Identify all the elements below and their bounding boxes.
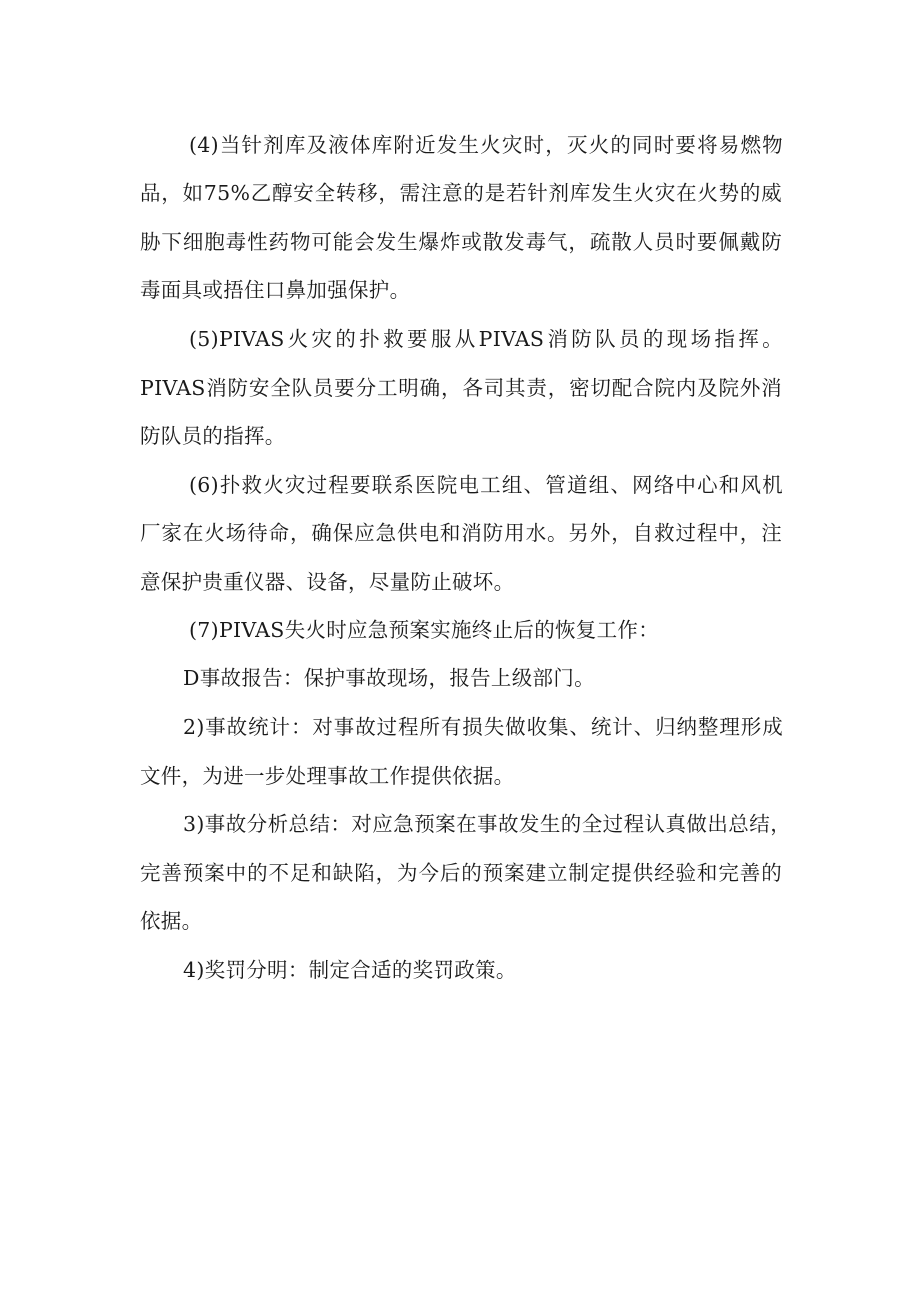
paragraph-4-line-2: 品，如75%乙醇安全转移，需注意的是若针剂库发生火灾在火势的威 [140, 181, 782, 205]
paragraph-4-line-1: (4)当针剂库及液体库附近发生火灾时，灭火的同时要将易燃物 [189, 133, 783, 157]
paragraph-6-line-2: 厂家在火场待命，确保应急供电和消防用水。另外，自救过程中，注 [140, 521, 782, 545]
item-3-line-2: 完善预案中的不足和缺陷，为今后的预案建立制定提供经验和完善的 [140, 861, 782, 885]
item-3-line-1: 3)事故分析总结：对应急预案在事故发生的全过程认真做出总结， [183, 812, 791, 836]
paragraph-4-line-4: 毒面具或捂住口鼻加强保护。 [140, 278, 411, 302]
paragraph-5-line-3: 防队员的指挥。 [140, 424, 286, 448]
item-2-line-1: 2)事故统计：对事故过程所有损失做收集、统计、归纳整理形成 [183, 715, 783, 739]
item-2-line-2: 文件，为进一步处理事故工作提供依据。 [140, 764, 515, 788]
paragraph-5-line-2: PIVAS消防安全队员要分工明确，各司其责，密切配合院内及院外消 [140, 376, 782, 400]
paragraph-7-line-1: (7)PIVAS失火时应急预案实施终止后的恢复工作： [189, 618, 659, 642]
item-3-line-3: 依据。 [140, 909, 203, 933]
item-4-line-1: 4)奖罚分明：制定合适的奖罚政策。 [183, 958, 517, 982]
paragraph-4-line-3: 胁下细胞毒性药物可能会发生爆炸或散发毒气，疏散人员时要佩戴防 [140, 230, 782, 254]
paragraph-5-line-1: (5)PIVAS火灾的扑救要服从PIVAS消防队员的现场指挥。 [189, 327, 783, 351]
item-1-line-1: D事故报告：保护事故现场，报告上级部门。 [183, 666, 595, 690]
paragraph-6-line-1: (6)扑救火灾过程要联系医院电工组、管道组、网络中心和风机 [189, 473, 783, 497]
paragraph-6-line-3: 意保护贵重仪器、设备，尽量防止破坏。 [140, 570, 515, 594]
